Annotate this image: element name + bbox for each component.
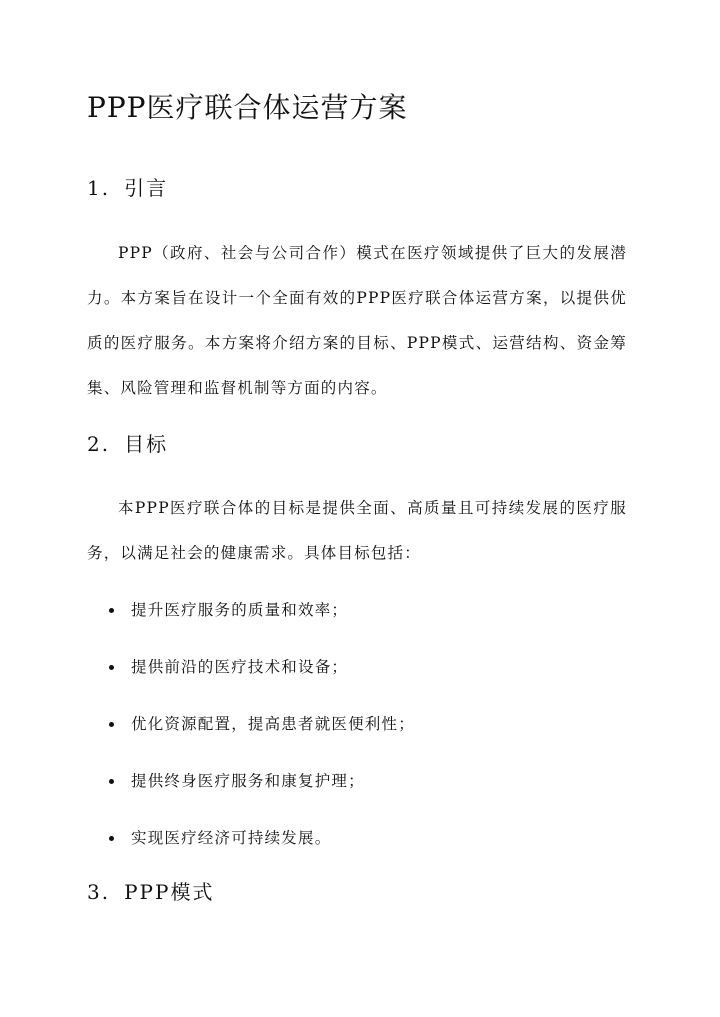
- bullet-dot-icon: [109, 836, 114, 841]
- bullet-dot-icon: [109, 722, 114, 727]
- list-item-text: 实现医疗经济可持续发展。: [131, 829, 332, 847]
- list-item: [87, 590, 415, 647]
- goals-paragraph: 本PPP医疗联合体的目标是提供全面、高质量且可持续发展的医疗服务，以满足社会的健康需求。具体目标包括：: [87, 499, 627, 562]
- document-title: PPP医疗联合体运营方案: [87, 91, 408, 124]
- bullet-dot-icon: [109, 665, 114, 670]
- list-item: [87, 818, 415, 875]
- section-heading-goals: [87, 429, 168, 459]
- section-heading-introduction: [87, 173, 168, 203]
- section-heading-ppp-model: [87, 877, 214, 907]
- bullet-dot-icon: [109, 779, 114, 784]
- goals-bullet-list: [87, 590, 415, 875]
- section-title: PPP模式: [124, 880, 215, 904]
- bullet-dot-icon: [109, 608, 114, 613]
- list-item: [87, 761, 415, 818]
- section-title: 目标: [124, 432, 169, 456]
- list-item: [87, 647, 415, 704]
- list-item: [87, 704, 415, 761]
- section-title: 引言: [124, 176, 169, 200]
- list-item-text: 提供终身医疗服务和康复护理；: [131, 772, 365, 790]
- section-number: 3.: [87, 880, 111, 904]
- list-item-text: 优化资源配置，提高患者就医便利性；: [131, 715, 415, 733]
- list-item-text: 提供前沿的医疗技术和设备；: [131, 658, 349, 676]
- list-item-text: 提升医疗服务的质量和效率；: [131, 601, 349, 619]
- section-number: 1.: [87, 176, 111, 200]
- section-number: 2.: [87, 432, 111, 456]
- introduction-paragraph: PPP（政府、社会与公司合作）模式在医疗领域提供了巨大的发展潜力。本方案旨在设计一个全面有效的PPP医疗联合体运营方案，以提供优质的医疗服务。本方案将介绍方案的目标、PPP模式、运营结构、资金筹集、风险管理和监督机制等方面的内容。: [87, 244, 627, 397]
